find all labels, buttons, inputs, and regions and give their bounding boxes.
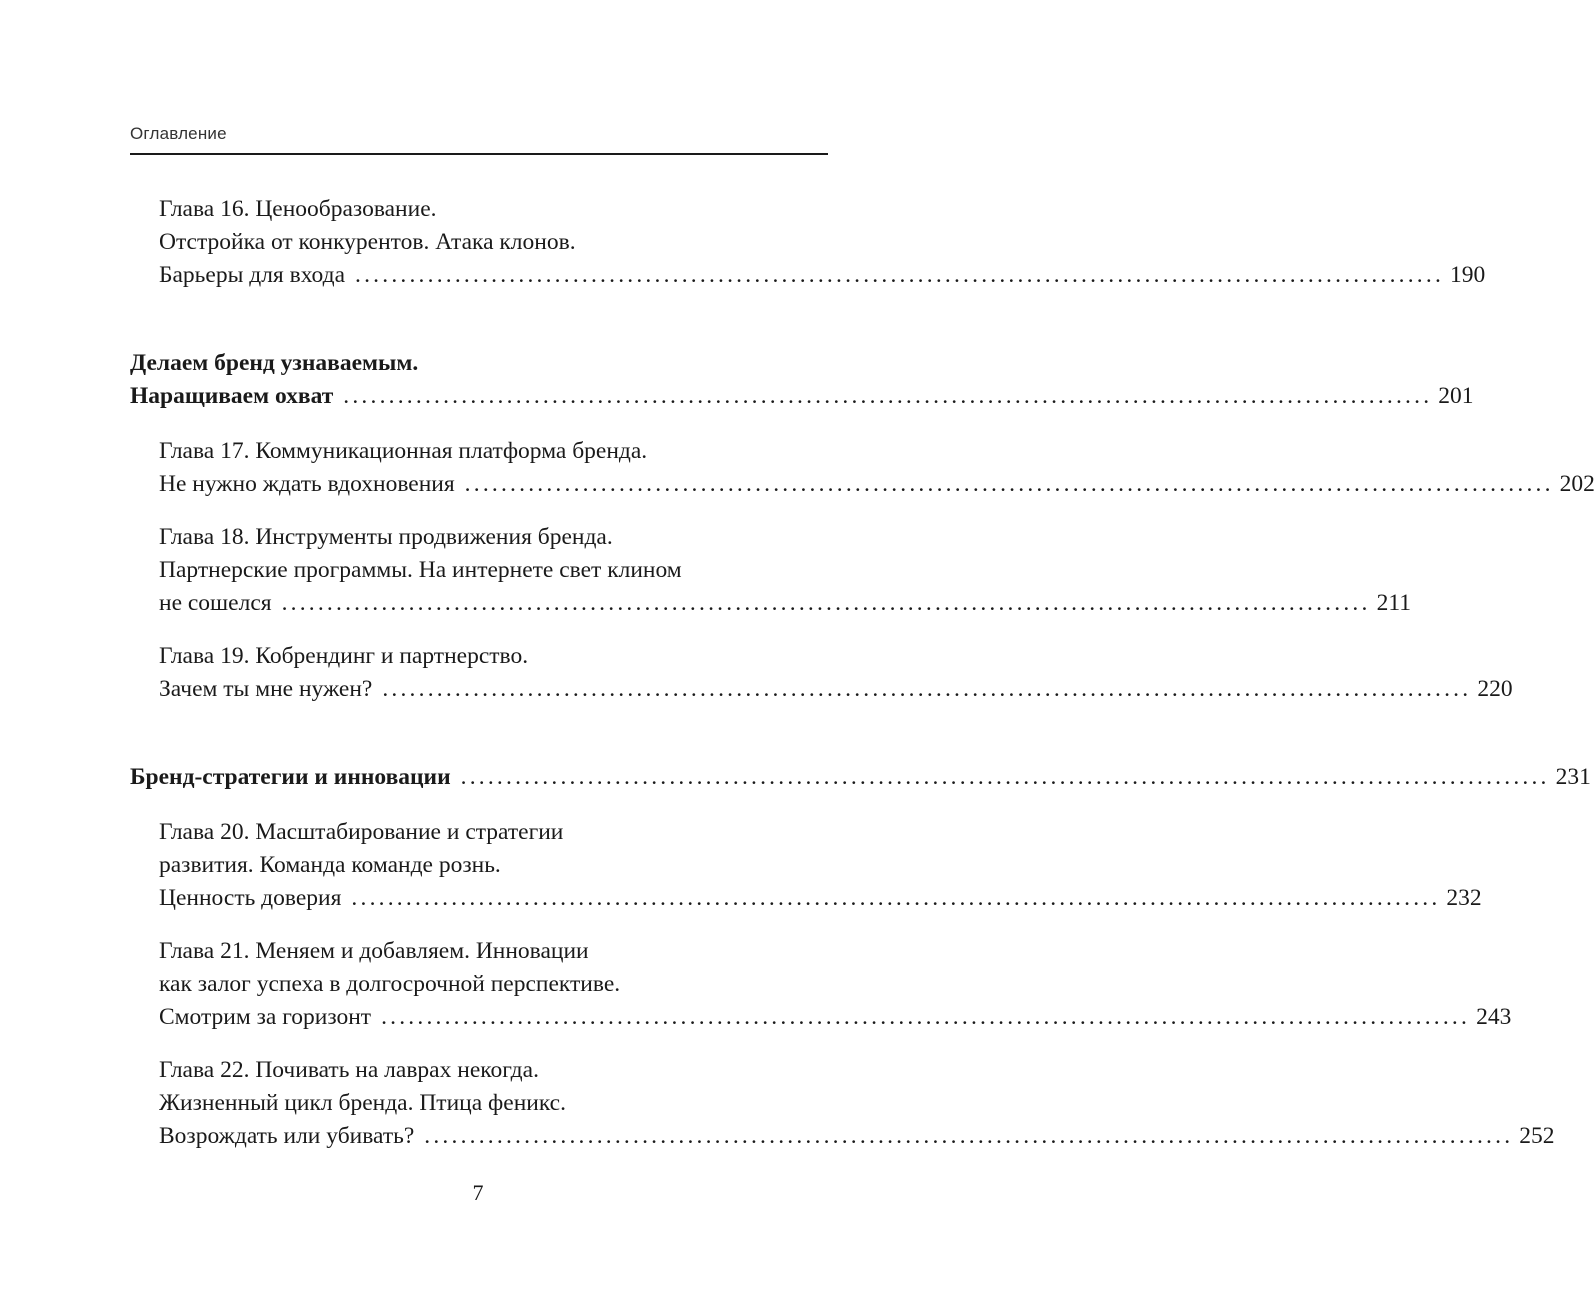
- toc-entry-title-line: Глава 16. Ценообразование.: [159, 196, 437, 222]
- toc-entry-last-line: [159, 587, 1411, 620]
- toc-entry-title-line: Возрождать или убивать?: [159, 1123, 415, 1149]
- toc-entry-last-line: [159, 1120, 1555, 1153]
- toc-part-title-line: Бренд-стратегии и инновации: [130, 764, 451, 790]
- page-number: 7: [472, 1180, 484, 1205]
- dot-leader: ........................................................................................................................: [382, 676, 1472, 702]
- toc-entry-title-line: Не нужно ждать вдохновения: [159, 471, 455, 497]
- toc-page-number: 232: [1446, 885, 1482, 911]
- toc-entry-chapter-18[interactable]: [130, 521, 1411, 620]
- toc-part-title-line: Наращиваем охват: [130, 383, 334, 409]
- dot-leader: ........................................................................................................................: [343, 383, 1433, 409]
- toc-entry-title-line: Зачем ты мне нужен?: [159, 676, 373, 702]
- toc-entry-last-line: [130, 761, 1591, 794]
- dot-leader: ........................................................................................................................: [424, 1123, 1514, 1149]
- toc-entry-part-brand-awareness[interactable]: [130, 347, 1474, 413]
- toc-page-number: 190: [1450, 262, 1486, 288]
- toc-entry-title-line: Глава 20. Масштабирование и стратегии: [159, 819, 564, 845]
- toc-entry-title-line: Барьеры для входа: [159, 262, 346, 288]
- toc-entry-title-line: Глава 21. Меняем и добавляем. Инновации: [159, 938, 589, 964]
- toc-entry-chapter-21[interactable]: [130, 935, 1512, 1034]
- toc-entry-title-line: Партнерские программы. На интернете свет клином: [159, 557, 682, 583]
- toc-entry-title-line: Глава 17. Коммуникационная платформа бренда.: [159, 438, 648, 464]
- toc-entry-title-line: Глава 18. Инструменты продвижения бренда.: [159, 524, 613, 550]
- toc-entry-chapter-20[interactable]: [130, 816, 1482, 915]
- toc-entry-chapter-16[interactable]: [130, 193, 1486, 292]
- toc-entry-title-line: Глава 22. Почивать на лаврах некогда.: [159, 1057, 539, 1083]
- table-of-contents: [130, 193, 1595, 1153]
- toc-entry-chapter-17[interactable]: [130, 435, 1595, 501]
- dot-leader: ........................................................................................................................: [464, 471, 1554, 497]
- toc-page-number: 211: [1376, 590, 1411, 616]
- toc-entry-last-line: [130, 380, 1474, 413]
- toc-entry-title-line: не сошелся: [159, 590, 272, 616]
- toc-entry-title-line: Глава 19. Кобрендинг и партнерство.: [159, 643, 529, 669]
- dot-leader: ........................................................................................................................: [460, 764, 1550, 790]
- dot-leader: ........................................................................................................................: [381, 1004, 1471, 1030]
- toc-entry-last-line: [159, 673, 1513, 706]
- toc-entry-last-line: [159, 882, 1482, 915]
- toc-entry-title-line: Отстройка от конкурентов. Атака клонов.: [159, 229, 576, 255]
- dot-leader: ........................................................................................................................: [281, 590, 1371, 616]
- dot-leader: ........................................................................................................................: [351, 885, 1441, 911]
- toc-entry-last-line: [159, 259, 1486, 292]
- toc-entry-last-line: [159, 468, 1595, 501]
- toc-part-title-line: Делаем бренд узнаваемым.: [130, 350, 419, 376]
- toc-entry-chapter-19[interactable]: [130, 640, 1513, 706]
- dot-leader: ........................................................................................................................: [355, 262, 1445, 288]
- toc-page-number: 201: [1438, 383, 1474, 409]
- running-head: Оглавление: [130, 124, 227, 143]
- toc-page-number: 220: [1477, 676, 1513, 702]
- toc-page-number: 252: [1519, 1123, 1555, 1149]
- toc-page-number: 243: [1476, 1004, 1512, 1030]
- toc-entry-title-line: развития. Команда команде рознь.: [159, 852, 501, 878]
- toc-entry-title-line: Смотрим за горизонт: [159, 1004, 372, 1030]
- toc-entry-last-line: [159, 1001, 1512, 1034]
- toc-page-number: 231: [1555, 764, 1591, 790]
- toc-entry-title-line: Жизненный цикл бренда. Птица феникс.: [159, 1090, 566, 1116]
- toc-entry-chapter-22[interactable]: [130, 1054, 1555, 1153]
- toc-entry-title-line: как залог успеха в долгосрочной перспективе.: [159, 971, 621, 997]
- toc-entry-title-line: Ценность доверия: [159, 885, 342, 911]
- toc-page-number: 202: [1559, 471, 1595, 497]
- toc-entry-part-strategy[interactable]: [130, 761, 1591, 794]
- header-rule: [130, 153, 828, 155]
